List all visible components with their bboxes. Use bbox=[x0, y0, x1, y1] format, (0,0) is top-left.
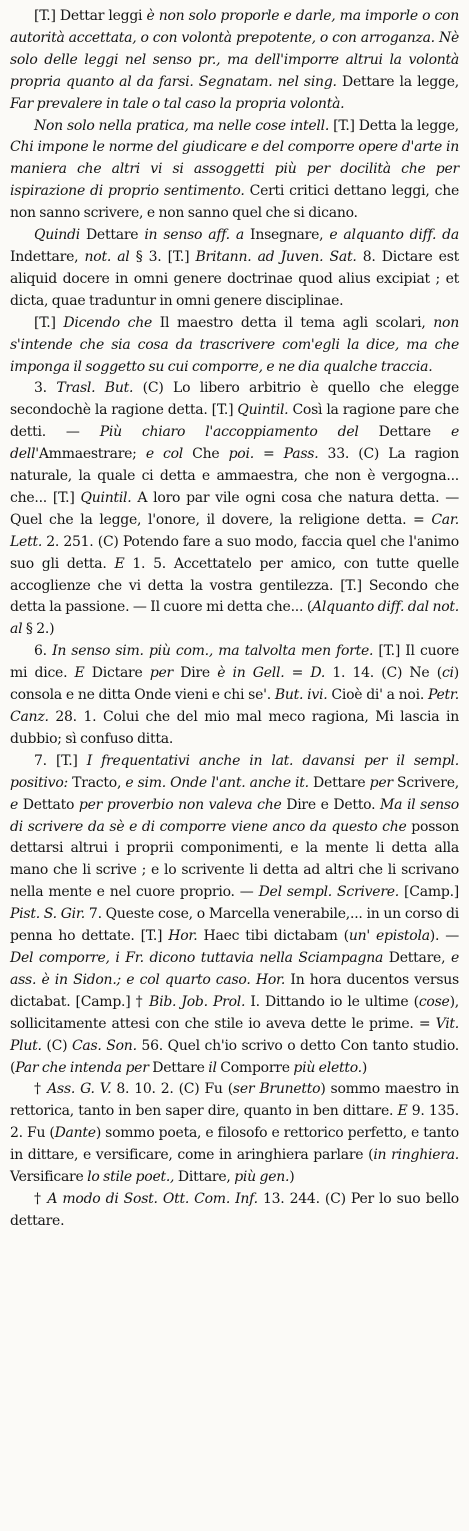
text-run: 8. Dictare est aliquid docere in omni genere doctrinae quod alius excipiat ; et dicta, quae traduntur in omni genere disciplinae. bbox=[10, 248, 460, 309]
italic-text-run: per bbox=[149, 665, 174, 682]
text-run: Indettare, bbox=[10, 248, 85, 265]
text-run: ) sommo poeta, e filosofo e rettorico perfetto, e tanto in dittare, e versificare, come in aringhiera parlare ( bbox=[10, 1125, 459, 1164]
text-run: Cioè di' a noi. bbox=[327, 687, 428, 704]
text-run: † bbox=[34, 1190, 48, 1207]
text-run: Dittare, bbox=[174, 1169, 235, 1186]
text-run: ) bbox=[361, 1059, 368, 1076]
text-run: [T.] Il cuore mi dice. bbox=[10, 643, 459, 682]
italic-text-run: in ringhiera. bbox=[373, 1147, 460, 1164]
italic-text-run: Vit. Plut. bbox=[10, 1015, 459, 1054]
italic-text-run: Quindi bbox=[34, 227, 80, 244]
text-run: 3. bbox=[34, 380, 57, 397]
text-run: § 2.) bbox=[22, 621, 55, 638]
text-run: A loro par vile ogni cosa che natura detta. — Quel che la legge, l'onore, il dovere, la religione detta. = bbox=[10, 489, 459, 528]
text-run: ) sommo maestro in rettorica, tanto in ben saper dire, quanto in ben dittare. bbox=[10, 1081, 459, 1120]
italic-text-run: Par che intenda per bbox=[15, 1059, 149, 1076]
text-run: 9. 135. 2. Fu ( bbox=[10, 1103, 459, 1142]
text-run: Haec tibi dictabam ( bbox=[197, 928, 349, 945]
italic-text-run: Hor. bbox=[168, 928, 198, 945]
text-run: Insegnare, bbox=[244, 227, 330, 244]
text-run: 1. 14. (C) Ne ( bbox=[325, 665, 442, 682]
text-run: Così la ragione pare che detti. — bbox=[10, 402, 459, 441]
italic-text-run: e col bbox=[145, 446, 183, 463]
text-run: Dettare bbox=[308, 774, 370, 791]
text-run: ), sollicitamente attesi con che stile io aveva dette le prime. = bbox=[10, 993, 459, 1032]
text-run: 28. 1. Colui che del mio mal meco ragiona, Mi lascia in dubbio; sì confuso ditta. bbox=[10, 709, 459, 747]
entry-paragraph bbox=[10, 1189, 459, 1233]
text-run: (C) Lo libero arbitrio è quello che elegge secondochè la ragione detta. [T.] bbox=[10, 380, 459, 419]
italic-text-run: Far prevalere in tale o tal caso la propria volontà. bbox=[10, 95, 345, 112]
italic-text-run: Britann. ad Juven. Sat. bbox=[195, 248, 357, 265]
text-run: posson dettarsi altrui i proprii componimenti, e la mente li detta alla mano che li scrive ; e lo scrivente li detta ad altri che li scrivano nella mente e nel cuore proprio. — bbox=[10, 818, 460, 901]
text-run: 1. 5. Accettatelo per amico, con tutte quelle accoglienze che vi detta la vostra gentilezza. [T.] Secondo che detta la passione. — Il cuore mi detta che... ( bbox=[10, 555, 459, 616]
italic-text-run: più gen. bbox=[234, 1169, 290, 1186]
text-run: 6. bbox=[34, 643, 53, 660]
entry-paragraph bbox=[10, 6, 459, 116]
text-run: [Camp.] bbox=[399, 884, 459, 901]
text-run: Dettare bbox=[148, 1059, 209, 1076]
italic-text-run: I frequentativi anche in lat. davansi per il sempl. positivo: bbox=[10, 752, 459, 791]
italic-text-run: e bbox=[10, 796, 19, 813]
italic-text-run: E bbox=[74, 665, 85, 682]
italic-text-run: Quintil. bbox=[80, 489, 132, 506]
italic-text-run: not. al bbox=[84, 248, 130, 265]
text-run: ). — bbox=[429, 928, 459, 945]
italic-text-run: Ma il senso di scrivere da sè e di comporre viene anco da questo che bbox=[10, 796, 459, 835]
italic-text-run: per bbox=[369, 774, 393, 791]
text-run: Il maestro detta il tema agli scolari, bbox=[152, 314, 434, 331]
text-run: ) consola e ne ditta Onde vieni e chi se'. bbox=[10, 665, 459, 704]
dictionary-entry-dettare bbox=[10, 6, 459, 1233]
italic-text-run: è in Gell. = D. bbox=[217, 665, 326, 682]
text-run: [T.] Detta la legge, bbox=[329, 117, 459, 134]
italic-text-run: il bbox=[208, 1059, 217, 1076]
italic-text-run: è non solo proporle e darle, ma imporle o con autorità accettata, o con volontà prepotente, o con arroganza. Nè solo delle leggi nel senso pr., ma dell'imporre altrui la volontà propria quanto al da farsi. Segnatam. nel sing. bbox=[10, 8, 459, 90]
italic-text-run: In senso sim. più com., ma talvolta men forte. bbox=[52, 643, 374, 660]
italic-text-run: e alquanto diff. da bbox=[329, 227, 459, 244]
italic-text-run: E bbox=[397, 1103, 408, 1120]
entry-paragraph bbox=[10, 313, 459, 379]
text-run: In hora ducentos versus dictabat. [Camp.] † bbox=[10, 971, 459, 1010]
italic-text-run: poi. = Pass. bbox=[228, 446, 319, 463]
text-run: Dettare la legge, bbox=[336, 73, 459, 90]
entry-paragraph bbox=[10, 225, 459, 313]
text-run: [T.] bbox=[34, 314, 64, 331]
italic-text-run: But. ivi. bbox=[274, 687, 328, 704]
text-run: Dictare bbox=[84, 665, 150, 682]
text-run: Scrivere, bbox=[392, 774, 459, 791]
italic-text-run: ser Brunetto bbox=[232, 1081, 321, 1098]
entry-paragraph bbox=[10, 378, 459, 641]
italic-text-run: un' epistola bbox=[348, 928, 430, 945]
italic-text-run: più eletto. bbox=[293, 1059, 362, 1076]
text-run: Dettato bbox=[18, 796, 79, 813]
text-run: Dire e Detto. bbox=[281, 796, 381, 813]
text-run: Ammaestrare; bbox=[38, 446, 146, 463]
text-run: Dettare bbox=[79, 227, 145, 244]
italic-text-run: Cas. Son. bbox=[71, 1037, 137, 1054]
italic-text-run: e sim. Onde l'ant. anche it. bbox=[125, 774, 309, 791]
text-run: Dettare bbox=[358, 424, 451, 441]
text-run: 33. (C) La ragion naturale, la quale ci detta e ammaestra, che non è vergogna... che... [T.] bbox=[10, 446, 459, 506]
italic-text-run: per proverbio non valeva che bbox=[78, 796, 282, 813]
italic-text-run: Car. Lett. bbox=[10, 511, 459, 550]
italic-text-run: Del sempl. Scrivere. bbox=[258, 884, 400, 901]
italic-text-run: e dell' bbox=[10, 424, 459, 463]
italic-text-run: Più chiaro l'accoppiamento del bbox=[99, 424, 359, 441]
italic-text-run: Non solo nella pratica, ma nelle cose intell. bbox=[34, 117, 330, 134]
text-run: I. Dittando io le ultime ( bbox=[245, 993, 419, 1010]
text-run: Comporre bbox=[216, 1059, 294, 1076]
entry-paragraph bbox=[10, 1079, 459, 1189]
text-run: Certi critici dettano leggi, che non sanno scrivere, e non sanno quel che si dicano. bbox=[10, 183, 459, 222]
text-run: [T.] Dettar leggi bbox=[34, 8, 147, 24]
text-run: (C) bbox=[41, 1037, 72, 1054]
text-run: 56. Quel ch'io scrivo o detto Con tanto studio. ( bbox=[10, 1037, 460, 1076]
italic-text-run: Ass. G. V. bbox=[47, 1081, 112, 1098]
text-run: Che bbox=[183, 446, 229, 463]
text-run: ) bbox=[289, 1169, 295, 1186]
entry-paragraph bbox=[10, 641, 459, 751]
italic-text-run: cose bbox=[418, 993, 450, 1010]
entry-paragraph bbox=[10, 751, 459, 1080]
italic-text-run: ci bbox=[441, 665, 454, 682]
italic-text-run: A modo di Sost. Ott. Com. Inf. bbox=[47, 1190, 258, 1207]
text-run: Versificare bbox=[10, 1169, 88, 1186]
text-run: 2. 251. (C) Potendo fare a suo modo, faccia quel che l'animo suo gli detta. bbox=[10, 533, 459, 572]
italic-text-run: Trasl. But. bbox=[56, 380, 134, 397]
italic-text-run: Chi impone le norme del giudicare e del comporre opere d'arte in maniera che altri vi si assoggetti più per docilità che per ispirazione di proprio sentimento. bbox=[10, 139, 459, 200]
text-run: † bbox=[34, 1081, 48, 1098]
italic-text-run: Quintil. bbox=[237, 402, 289, 419]
italic-text-run: Del comporre, i Fr. dicono tuttavia nella Sciampagna bbox=[10, 949, 384, 966]
italic-text-run: E bbox=[114, 555, 125, 572]
text-run: 7. [T.] bbox=[34, 752, 87, 769]
text-run: 7. Queste cose, o Marcella venerabile,... in un corso di penna ho dettate. [T.] bbox=[10, 906, 459, 945]
text-run: Dire bbox=[173, 665, 218, 682]
italic-text-run: lo stile poet., bbox=[87, 1169, 175, 1186]
text-run: § 3. [T.] bbox=[129, 248, 196, 265]
entry-paragraph bbox=[10, 116, 459, 226]
text-run: 8. 10. 2. (C) Fu ( bbox=[111, 1081, 233, 1098]
italic-text-run: Pist. S. Gir. bbox=[10, 906, 86, 923]
text-run: 13. 244. (C) Per lo suo bello dettare. bbox=[10, 1190, 459, 1229]
text-run: Tracto, bbox=[67, 774, 126, 791]
italic-text-run: Alquanto diff. dal not. al bbox=[10, 599, 459, 638]
italic-text-run: Bib. Job. Prol. bbox=[149, 993, 246, 1010]
italic-text-run: Dicendo che bbox=[63, 314, 153, 331]
text-run: Dettare, bbox=[383, 949, 451, 966]
italic-text-run: Petr. Canz. bbox=[10, 687, 460, 725]
italic-text-run: Dante bbox=[54, 1125, 96, 1142]
italic-text-run: in senso aff. a bbox=[144, 227, 245, 244]
italic-text-run: e ass. è in Sidon.; e col quarto caso. Hor. bbox=[10, 949, 459, 988]
italic-text-run: non s'intende che sia cosa da trascrivere com'egli la dice, ma che imponga il soggetto su cui comporre, e ne dia qualche traccia. bbox=[10, 314, 459, 375]
